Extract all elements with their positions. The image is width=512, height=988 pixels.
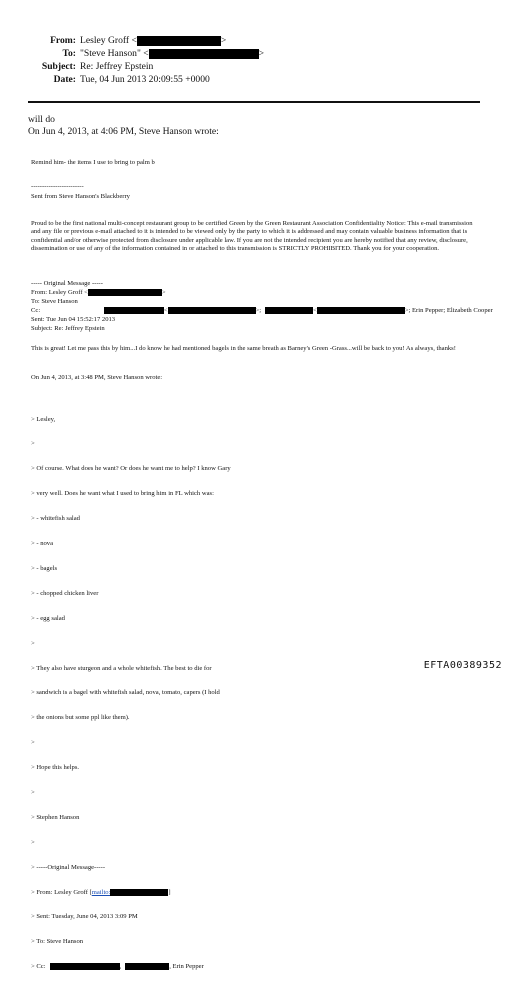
quoted-line: > the onions but some ppl like them). [31, 714, 130, 722]
quoted-line: > They also have sturgeon and a whole whitefish. The best to die for [31, 664, 212, 672]
quoted-line: > - whitefish salad [31, 515, 80, 523]
original-from: From: Lesley Groff < > [31, 289, 166, 297]
redacted-block [137, 36, 221, 46]
original-to: To: Steve Hanson [31, 298, 78, 305]
original-subject: Subject: Re: Jeffrey Epstein [31, 325, 105, 332]
quoted-line: > Lesley, [31, 415, 56, 423]
quoted-line: > - egg salad [31, 614, 65, 622]
document-id: EFTA00389352 [423, 660, 502, 671]
quoted-line: > sandwich is a bagel with whitefish salad, nova, tomato, capers (I hold [31, 689, 220, 697]
quoted-text [31, 399, 231, 988]
redacted-block [265, 307, 313, 314]
redacted-block [168, 307, 256, 314]
quoted-line: > [31, 739, 35, 747]
quoted-line: > very well. Does he want what I used to bring him in FL which was: [31, 490, 214, 498]
quoted-line: > - bagels [31, 564, 58, 572]
to-value: "Steve Hanson" < > [80, 48, 265, 59]
original-message-title: ----- Original Message ----- [31, 280, 103, 287]
original-message-body: This is great! Let me pass this by him...I do know he had mentioned bagels in the same breath as Barney's Green -Grass...will be back to you! As always, thanks! [31, 345, 456, 352]
date-label: Date: [53, 74, 76, 85]
quoted-line: > - chopped chicken liver [31, 589, 99, 597]
body-sent-from: Sent from Steve Hanson's Blackberry [31, 193, 130, 200]
redacted-block [317, 307, 405, 314]
quoted-sent-line: > Sent: Tuesday, June 04, 2013 3:09 PM [31, 913, 138, 921]
from-value: Lesley Groff < > [80, 35, 227, 46]
body-dashes: ------------------------ [31, 183, 84, 190]
date-value: Tue, 04 Jun 2013 20:09:55 +0000 [80, 74, 210, 85]
quoted-attribution: On Jun 4, 2013, at 3:48 PM, Steve Hanson wrote: [31, 374, 163, 381]
redacted-block [104, 307, 164, 314]
quoted-line: > Of course. What does he want? Or does he want me to help? I know Gary [31, 465, 231, 473]
subject-value: Re: Jeffrey Epstein [80, 61, 154, 72]
to-label: To: [62, 48, 76, 59]
redacted-block [110, 889, 168, 896]
quoted-line: > Hope this helps. [31, 764, 80, 772]
subject-label: Subject: [41, 61, 76, 72]
reply-attribution: On Jun 4, 2013, at 4:06 PM, Steve Hanson wrote: [28, 126, 219, 137]
body-remind: Remind him- the items I use to bring to palm b [31, 159, 155, 166]
quoted-line: > [31, 838, 35, 846]
quoted-line: > - nova [31, 540, 54, 548]
redacted-block [149, 49, 259, 59]
quoted-to-line: > To: Steve Hanson [31, 938, 84, 946]
from-label: From: [50, 35, 76, 46]
header-divider [28, 101, 480, 103]
mailto-link[interactable]: mailto: [91, 888, 111, 896]
original-sent: Sent: Tue Jun 04 15:52:17 2013 [31, 316, 116, 323]
redacted-block [125, 963, 169, 970]
quoted-line: > -----Original Message----- [31, 863, 106, 871]
confidentiality-notice: Proud to be the first national multi-concept restaurant group to be certified Green by the Green Restaurant Association Confidentiality Notice: This e-mail transmission and any file or previous e-mail attached to it is intended to be viewed only by the party to which it is addressed and may contain valuable business information that is confidential and/or otherwise protected from disclosure under applicable law. If you are not the intended recipient you are hereby notified that any review, disclosure, dissemination or use of any of the information contained in or attached to this transmission is STRICTLY PROHIBITED. Thank you for your cooperation. [31, 220, 473, 253]
quoted-line: > [31, 440, 35, 448]
quoted-cc-line: > Cc: , , Erin Pepper [31, 963, 204, 971]
quoted-line: > [31, 639, 35, 647]
redacted-block [88, 289, 162, 296]
quoted-line: > [31, 788, 35, 796]
quoted-line: > Stephen Hanson [31, 813, 80, 821]
redacted-block [50, 963, 120, 970]
original-cc: Cc: < >; < >; Erin Pepper; Elizabeth Cooper [31, 307, 493, 315]
quoted-from-line: > From: Lesley Groff [mailto: ] [31, 888, 171, 896]
reply-line: will do [28, 114, 55, 125]
